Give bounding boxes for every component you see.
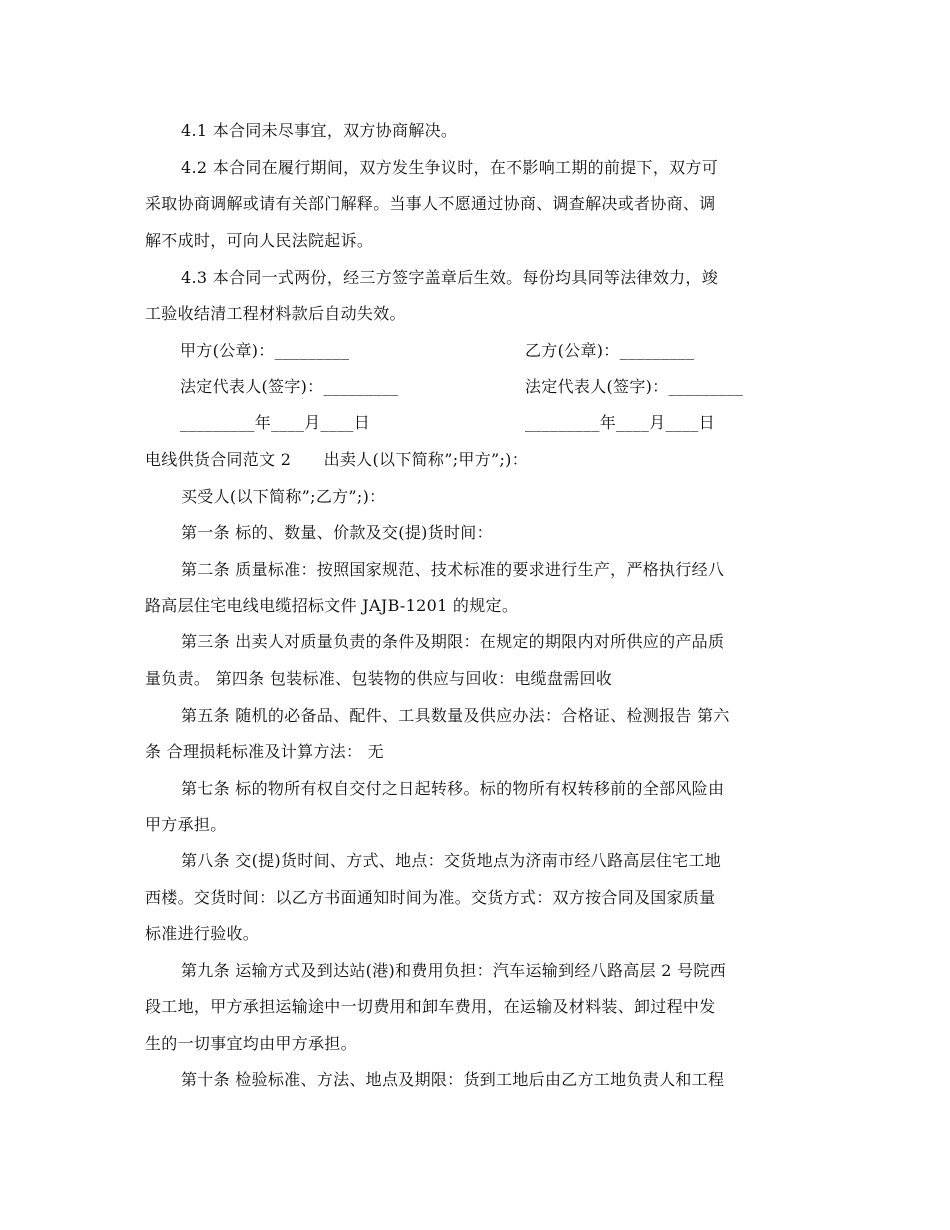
article-5-line-1: 第五条 随机的必备品、配件、工具数量及供应办法：合格证、检测报告 第六: [181, 706, 730, 725]
article-8-line-1: 第八条 交(提)货时间、方式、地点：交货地点为济南市经八路高层住宅工地: [181, 851, 722, 870]
article-8-line-3: 标准进行验收。: [145, 924, 260, 943]
clause-4-1: 4.1 本合同未尽事宜，双方协商解决。: [181, 121, 458, 140]
article-1: 第一条 标的、数量、价款及交(提)货时间：: [181, 523, 493, 542]
party-b-seal: 乙方(公章)：_________: [525, 341, 695, 360]
article-2-line-1: 第二条 质量标准：按照国家规范、技术标准的要求进行生产，严格执行经八: [181, 560, 725, 579]
article-7-line-1: 第七条 标的物所有权自交付之日起转移。标的物所有权转移前的全部风险由: [181, 779, 725, 798]
clause-4-2-line-1: 4.2 本合同在履行期间，双方发生争议时，在不影响工期的前提下，双方可: [181, 158, 719, 177]
article-3-line-1: 第三条 出卖人对质量负责的条件及期限：在规定的期限内对所供应的产品质: [181, 632, 725, 651]
article-9-line-1: 第九条 运输方式及到达站(港)和费用负担：汽车运输到经八路高层 2 号院西: [181, 961, 727, 980]
clause-4-2-line-3: 解不成时，可向人民法院起诉。: [145, 231, 374, 250]
clause-4-3-line-1: 4.3 本合同一式两份，经三方签字盖章后生效。每份均具同等法律效力，竣: [181, 268, 719, 287]
article-5-line-2: 条 合理损耗标准及计算方法： 无: [145, 742, 384, 761]
article-10-line-1: 第十条 检验标准、方法、地点及期限：货到工地后由乙方工地负责人和工程: [181, 1070, 725, 1089]
party-a-seal: 甲方(公章)：_________: [180, 341, 350, 360]
party-a-representative: 法定代表人(签字)：_________: [180, 377, 399, 396]
party-b-representative: 法定代表人(签字)：_________: [525, 377, 744, 396]
party-b-date: _________年____月____日: [525, 413, 715, 432]
buyer-line: 买受人(以下简称”;乙方”;)：: [181, 487, 386, 506]
article-7-line-2: 甲方承担。: [145, 815, 227, 834]
party-a-date: _________年____月____日: [180, 413, 370, 432]
article-9-line-3: 生的一切事宜均由甲方承担。: [145, 1034, 357, 1053]
clause-4-2-line-2: 采取协商调解或请有关部门解释。当事人不愿通过协商、调查解决或者协商、调: [145, 194, 716, 213]
clause-4-3-line-2: 工验收结清工程材料款后自动失效。: [145, 304, 406, 323]
article-9-line-2: 段工地，甲方承担运输途中一切费用和卸车费用，在运输及材料装、卸过程中发: [145, 997, 716, 1016]
second-sample-heading: 电线供货合同范文 2 出卖人(以下简称”;甲方”;)：: [145, 450, 529, 469]
article-2-line-2: 路高层住宅电线电缆招标文件 JAJB-1201 的规定。: [145, 596, 519, 615]
article-8-line-2: 西楼。交货时间：以乙方书面通知时间为准。交货方式：双方按合同及国家质量: [145, 888, 716, 907]
article-3-line-2: 量负责。 第四条 包装标准、包装物的供应与回收：电缆盘需回收: [145, 669, 613, 688]
